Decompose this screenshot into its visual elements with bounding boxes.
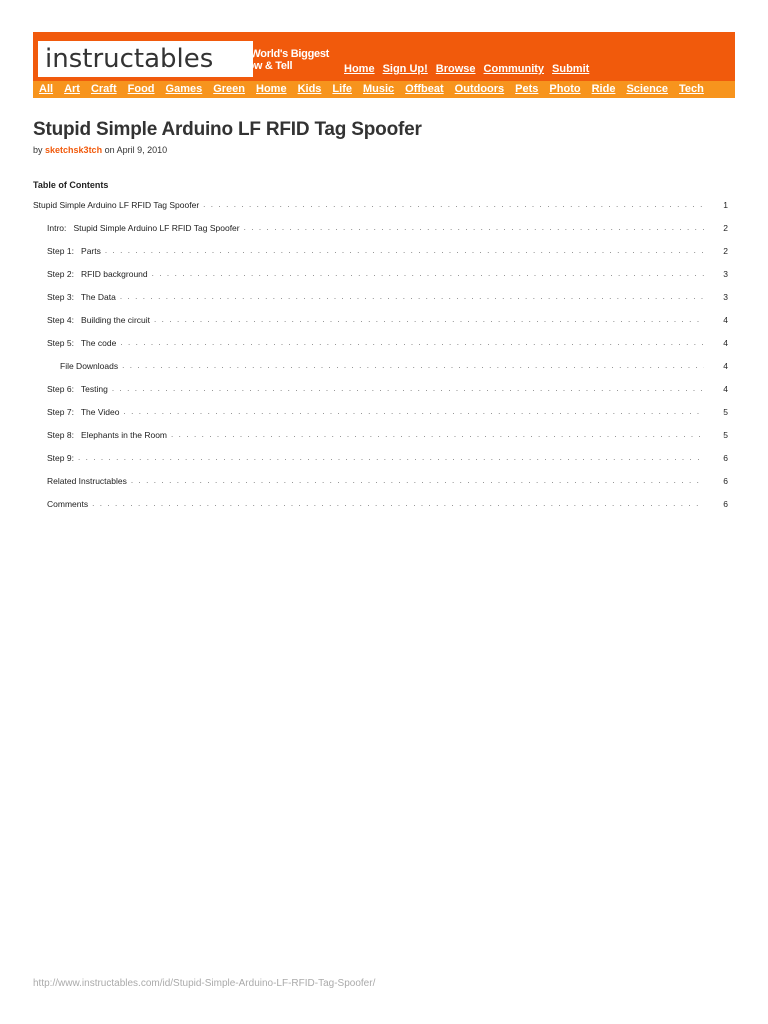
- toc-entry[interactable]: [33, 384, 728, 407]
- toc-entry[interactable]: [33, 361, 728, 384]
- toc-entry[interactable]: [33, 453, 728, 476]
- toc-dot-leader: [244, 223, 704, 232]
- toc-entry-page: 4: [723, 361, 728, 371]
- category-nav: [39, 83, 704, 95]
- toc-dot-leader: [112, 384, 704, 393]
- table-of-contents: [33, 200, 728, 522]
- byline-by: by: [33, 145, 43, 155]
- byline: [33, 145, 167, 155]
- top-nav: [344, 63, 589, 75]
- toc-dot-leader: [123, 407, 704, 416]
- toc-heading: Table of Contents: [33, 180, 109, 190]
- logo-text: instructables: [45, 44, 214, 74]
- category-link-offbeat[interactable]: Offbeat: [405, 83, 444, 95]
- toc-entry[interactable]: [33, 430, 728, 453]
- toc-entry-label: Step 8: Elephants in the Room: [47, 430, 168, 440]
- toc-entry-page: 5: [723, 407, 728, 417]
- toc-entry[interactable]: [33, 315, 728, 338]
- toc-entry-page: 6: [723, 499, 728, 509]
- category-link-science[interactable]: Science: [626, 83, 669, 95]
- toc-entry-page: 6: [723, 453, 728, 463]
- toc-entry[interactable]: [33, 223, 728, 246]
- toc-entry-label: Step 7: The Video: [47, 407, 120, 417]
- toc-entry-page: 4: [723, 338, 728, 348]
- toc-entry-page: 4: [723, 384, 728, 394]
- toc-entry-label: Step 4: Building the circuit: [47, 315, 151, 325]
- toc-entry-page: 3: [723, 292, 728, 302]
- toc-entry[interactable]: [33, 246, 728, 269]
- toc-entry-page: 5: [723, 430, 728, 440]
- category-link-craft[interactable]: Craft: [90, 83, 117, 95]
- toc-entry[interactable]: [33, 499, 728, 522]
- top-nav-link-sign-up[interactable]: Sign Up!: [382, 63, 428, 75]
- toc-dot-leader: [154, 315, 704, 324]
- byline-date: on April 9, 2010: [104, 145, 168, 155]
- category-link-outdoors[interactable]: Outdoors: [454, 83, 505, 95]
- category-bar: [33, 81, 735, 98]
- toc-entry-label: File Downloads: [60, 361, 119, 371]
- category-link-kids[interactable]: Kids: [297, 83, 322, 95]
- top-nav-link-submit[interactable]: Submit: [552, 63, 590, 75]
- toc-entry[interactable]: [33, 292, 728, 315]
- category-link-pets[interactable]: Pets: [515, 83, 539, 95]
- toc-entry[interactable]: [33, 200, 728, 223]
- toc-dot-leader: [152, 269, 704, 278]
- toc-dot-leader: [131, 476, 704, 485]
- logo[interactable]: [38, 41, 253, 77]
- top-nav-link-browse[interactable]: Browse: [435, 63, 476, 75]
- category-link-games[interactable]: Games: [165, 83, 203, 95]
- toc-entry-label: Intro: Stupid Simple Arduino LF RFID Tag Spoofer: [47, 223, 240, 233]
- toc-dot-leader: [203, 200, 704, 209]
- tagline: [229, 48, 329, 72]
- footer-url[interactable]: http://www.instructables.com/id/Stupid-Simple-Arduino-LF-RFID-Tag-Spoofer/: [33, 978, 376, 989]
- toc-entry-label: Comments: [47, 499, 89, 509]
- category-link-photo[interactable]: Photo: [549, 83, 581, 95]
- category-link-green[interactable]: Green: [213, 83, 246, 95]
- toc-entry[interactable]: [33, 338, 728, 361]
- tagline-line-1: The World's Biggest: [229, 48, 329, 60]
- category-link-home[interactable]: Home: [256, 83, 287, 95]
- toc-dot-leader: [122, 361, 704, 370]
- category-link-ride[interactable]: Ride: [591, 83, 616, 95]
- top-nav-link-community[interactable]: Community: [483, 63, 545, 75]
- tagline-line-2: Show & Tell: [234, 60, 293, 72]
- category-link-food[interactable]: Food: [127, 83, 155, 95]
- toc-entry-label: Step 1: Parts: [47, 246, 101, 256]
- category-link-tech[interactable]: Tech: [679, 83, 704, 95]
- category-link-art[interactable]: Art: [64, 83, 80, 95]
- toc-entry-page: 3: [723, 269, 728, 279]
- page-title: Stupid Simple Arduino LF RFID Tag Spoofer: [33, 119, 422, 140]
- toc-entry-page: 4: [723, 315, 728, 325]
- toc-entry[interactable]: [33, 407, 728, 430]
- toc-dot-leader: [171, 430, 704, 439]
- toc-entry-label: Stupid Simple Arduino LF RFID Tag Spoofer: [33, 200, 200, 210]
- category-link-all[interactable]: All: [39, 83, 54, 95]
- toc-dot-leader: [78, 453, 704, 462]
- top-nav-link-home[interactable]: Home: [344, 63, 375, 75]
- category-link-life[interactable]: Life: [332, 83, 352, 95]
- toc-entry-page: 1: [723, 200, 728, 210]
- toc-entry-label: Step 5: The code: [47, 338, 117, 348]
- toc-entry-label: Step 3: The Data: [47, 292, 116, 302]
- toc-entry[interactable]: [33, 476, 728, 499]
- toc-dot-leader: [120, 292, 704, 301]
- toc-dot-leader: [120, 338, 704, 347]
- toc-entry-label: Step 2: RFID background: [47, 269, 148, 279]
- toc-entry-page: 6: [723, 476, 728, 486]
- toc-entry[interactable]: [33, 269, 728, 292]
- toc-entry-label: Step 9:: [47, 453, 74, 463]
- site-header: [33, 32, 735, 98]
- toc-entry-page: 2: [723, 223, 728, 233]
- toc-dot-leader: [105, 246, 704, 255]
- toc-entry-label: Step 6: Testing: [47, 384, 108, 394]
- author-link[interactable]: sketchsk3tch: [45, 145, 103, 155]
- category-link-music[interactable]: Music: [362, 83, 395, 95]
- toc-dot-leader: [92, 499, 704, 508]
- toc-entry-page: 2: [723, 246, 728, 256]
- toc-entry-label: Related Instructables: [47, 476, 127, 486]
